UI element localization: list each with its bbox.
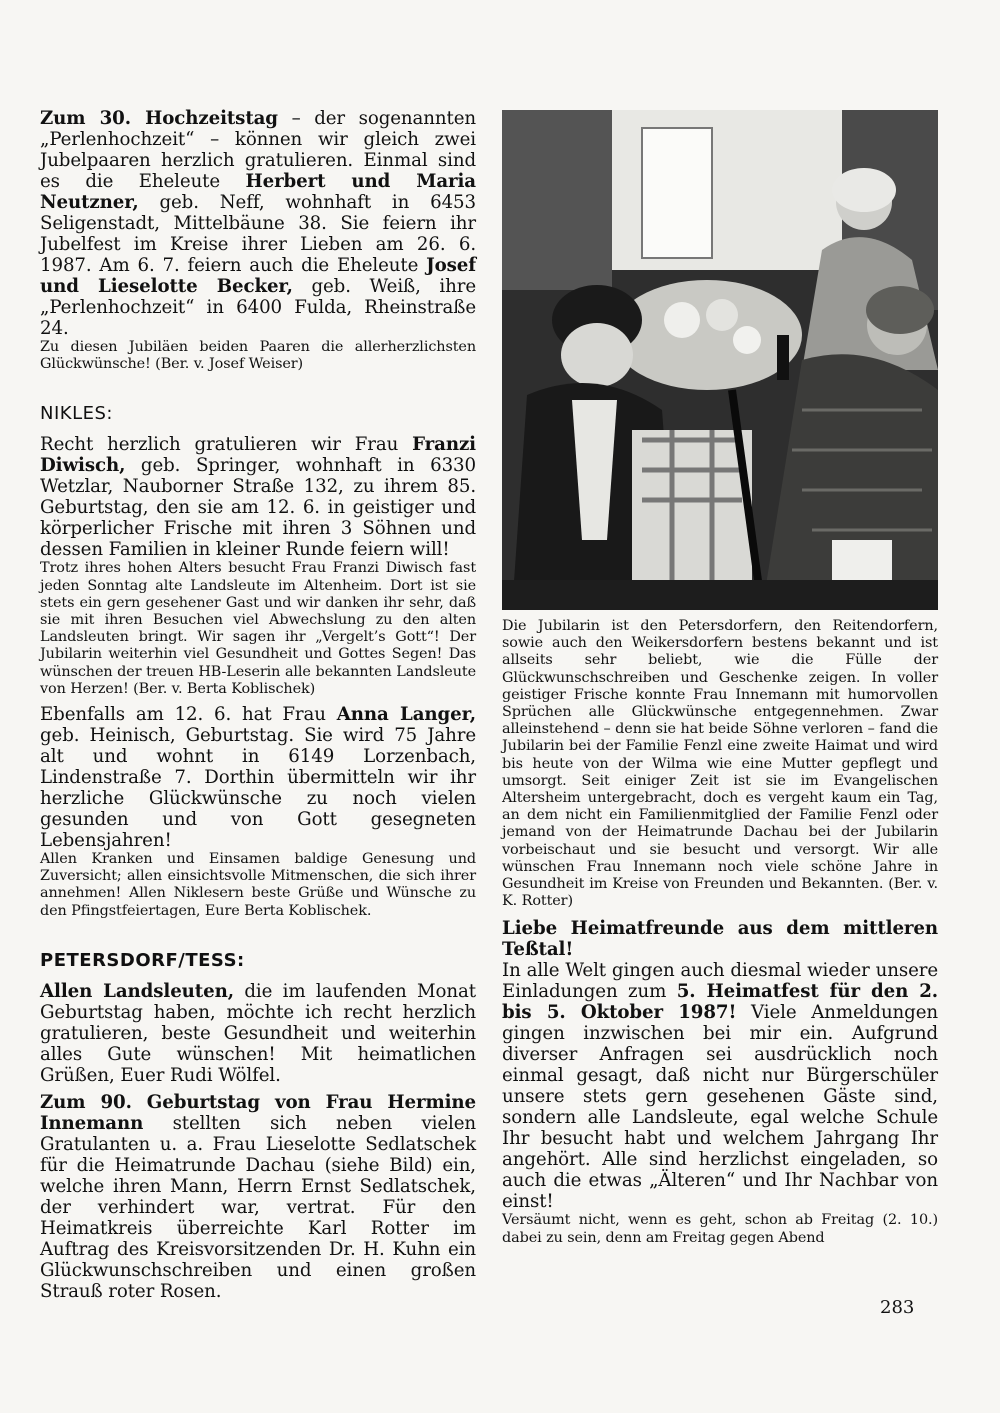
petersdorf-paragraph: Allen Landsleuten, die im laufenden Monat Geburtstag haben, möchte ich recht herzlich gratulieren, beste Gesundheit und weiterhin alles Gute wünschen! Mit heimatlichen Grüßen, Euer Rudi Wölfel.: [40, 980, 476, 1086]
heimatfreunde-heading: Liebe Heimatfreunde aus dem mittleren Teßtal!: [502, 918, 938, 961]
heimatfest-note: Versäumt nicht, wenn es geht, schon ab Freitag (2. 10.) dabei zu sein, denn am Freitag gegen Abend: [502, 1212, 938, 1246]
pearl-wedding-note: Zu diesen Jubiläen beiden Paaren die allerherzlichsten Glückwünsche! (Ber. v. Josef Weiser): [40, 339, 476, 373]
pearl-wedding-paragraph: Zum 30. Hochzeitstag – der sogenannten „Perlenhochzeit“ – können wir gleich zwei Jubelpaaren herzlich gratulieren. Einmal sind es die Eheleute Herbert und Maria Neutzner, geb. Neff, wohnhaft in 6453 Seligenstadt, Mittelbäune 38. Sie feiern ihr Jubelfest im Kreise ihrer Lieben am 26. 6. 1987. Am 6. 7. feiern auch die Eheleute Josef und Lieselotte Becker, geb. Weiß, ihre „Perlenhochzeit“ in 6400 Fulda, Rheinstraße 24.: [40, 108, 477, 339]
innemann-paragraph: Zum 90. Geburtstag von Frau Hermine Innemann stellten sich neben vielen Gratulanten u. a. Frau Lieselotte Sedlatschek für die Heimatrunde Dachau (siehe Bild) ein, welche ihren Mann, Herrn Ernst Sedlatschek, der verhindert war, vertrat. Für den Heimatkreis überreichte Karl Rotter im Auftrag des Kreisvorsitzenden Dr. H. Kuhn ein Glückwunschschreiben und einen großen Strauß roter Rosen.: [40, 1091, 476, 1302]
nikles-note: Trotz ihres hohen Alters besucht Frau Franzi Diwisch fast jeden Sonntag alte Landsleute im Altenheim. Dort ist sie stets ein gern gesehener Gast und wir danken ihr sehr, daß sie mit ihren Besuchen viel Abwechslung zu den alten Landsleuten bringt. Wir sagen ihr „Vergelt’s Gott“! Der Jubilarin weiterhin viel Gesundheit und Gottes Segen! Das wünschen der treuen HB-Leserin alle bekannten Landsleute von Herzen! (Ber. v. Berta Koblischek): [40, 560, 476, 697]
nikles-paragraph: Recht herzlich gratulieren wir Frau Franzi Diwisch, geb. Springer, wohnhaft in 6330 Wetzlar, Nauborner Straße 132, zu ihrem 85. Geburtstag, den sie am 12. 6. in geistiger und körperlicher Frische mit ihren 3 Söhnen und dessen Familien in kleiner Runde feiern will!: [40, 434, 476, 561]
heimatfest-paragraph: In alle Welt gingen auch diesmal wieder unsere Einladungen zum 5. Heimatfest für den 2. bis 5. Oktober 1987! Viele Anmeldungen gingen inzwischen bei mir ein. Aufgrund diverser Anfragen sei ausdrücklich noch einmal gesagt, daß nicht nur Bürgerschüler unsere stets gern gesehenen Gäste sind, sondern alle Landsleute, egal welche Schule Ihr besucht habt und welchem Jahrgang Ihr angehört. Alle sind herzlichst eingeladen, so auch die etwas „Älteren“ und Ihr Nachbar von einst!: [502, 960, 938, 1213]
section-heading-petersdorf: PETERSDORF/TESS:: [40, 949, 245, 971]
birthday-photo: [502, 110, 938, 610]
left-column: [40, 108, 476, 1302]
section-heading-nikles: NIKLES:: [40, 403, 113, 425]
langer-note: Allen Kranken und Einsamen baldige Genesung und Zuversicht; allen einsichtsvolle Mitmenschen, die sich ihrer annehmen! Allen Niklesern beste Grüße und Wünsche zu den Pfingstfeiertagen, Eure Berta Koblischek.: [40, 851, 476, 919]
right-column: [502, 110, 938, 1247]
page-number: 283: [880, 1297, 915, 1318]
photo-caption: Die Jubilarin ist den Petersdorfern, den Reitendorfern, sowie auch den Weikersdorfern bestens bekannt und ist allseits sehr beliebt, wie die Fülle der Glückwunschschreiben und Geschenke zeigen. In voller geistiger Frische konnte Frau Innemann mit humorvollen Sprüchen alle Glückwünsche entgegennehmen. Zwar alleinstehend – denn sie hat beide Söhne verloren – fand die Jubilarin bei der Familie Fenzl eine zweite Haimat und wird bis heute von der Wilma wie eine Mutter gepflegt und umsorgt. Seit einiger Zeit ist sie im Evangelischen Altersheim untergebracht, doch es vergeht kaum ein Tag, an dem nicht ein Familienmitglied der Familie Fenzl oder jemand von der Heimatrunde Dachau bei der Jubilarin vorbeischaut und sie besucht und versorgt. Wir alle wünschen Frau Innemann noch viele schöne Jahre in Gesundheit im Kreise von Freunden und Bekannten. (Ber. v. K. Rotter): [502, 618, 938, 910]
photo-illustration: [502, 110, 938, 610]
langer-paragraph: Ebenfalls am 12. 6. hat Frau Anna Langer, geb. Heinisch, Geburtstag. Sie wird 75 Jahre alt und wohnt in 6149 Lorzenbach, Lindenstraße 7. Dorthin übermitteln wir ihr herzliche Glückwünsche zu noch vielen gesunden und von Gott gesegneten Lebensjahren!: [40, 704, 476, 852]
